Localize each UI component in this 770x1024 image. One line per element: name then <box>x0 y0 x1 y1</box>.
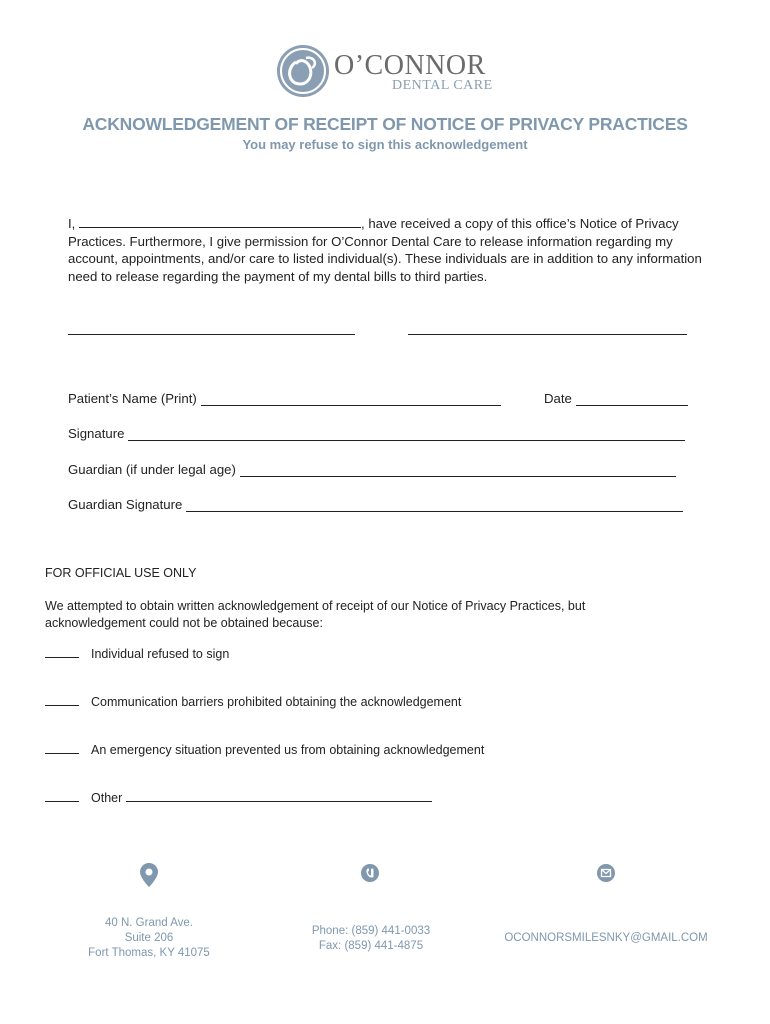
option-emergency-checkline[interactable] <box>45 753 79 754</box>
option-communication-label: Communication barriers prohibited obtaining the acknowledgement <box>91 695 462 709</box>
address-line-3: Fort Thomas, KY 41075 <box>88 947 210 959</box>
option-communication-checkline[interactable] <box>45 705 79 706</box>
option-other-label: Other <box>91 791 123 805</box>
phone-number: Phone: (859) 441-0033 <box>311 925 431 937</box>
logo-name: O’CONNOR <box>334 50 486 81</box>
official-use-text: We attempted to obtain written acknowledgement of receipt of our Notice of Privacy Practices, but acknowledgement could not be obtained because: <box>45 599 586 630</box>
guardian-label: Guardian (if under legal age) <box>68 462 236 477</box>
footer-email[interactable]: OCONNORSMILESNKY@GMAIL.COM <box>504 932 708 944</box>
logo-subtitle: DENTAL CARE <box>392 78 493 93</box>
acknowledgement-paragraph <box>68 215 708 285</box>
paragraph-text: , have received a copy of this office’s Notice of Privacy Practices. Furthermore, I give permission for O’Connor Dental Care to release information regarding my account, appointments, and/or care to listed individual(s). These individuals are in addition to any information need to release regarding the payment of my dental bills to third parties. <box>68 216 702 284</box>
email-icon <box>597 864 615 882</box>
official-use-heading: FOR OFFICIAL USE ONLY <box>45 566 197 580</box>
phone-icon <box>361 864 379 882</box>
guardian-signature-field[interactable] <box>186 499 683 512</box>
option-other <box>45 791 432 805</box>
option-communication <box>45 695 461 709</box>
signature-row <box>68 426 685 441</box>
location-pin-icon <box>140 863 158 887</box>
address-line-2: Suite 206 <box>124 932 174 944</box>
patient-name-row <box>68 391 501 406</box>
option-refused-label: Individual refused to sign <box>91 647 230 661</box>
paragraph-prefix: I, <box>68 216 76 231</box>
logo <box>276 44 506 104</box>
option-other-checkline[interactable] <box>45 801 79 802</box>
option-emergency <box>45 743 484 757</box>
guardian-signature-row <box>68 497 683 512</box>
signature-line-left[interactable] <box>68 334 355 335</box>
footer-phone <box>290 924 452 954</box>
document-title: ACKNOWLEDGEMENT OF RECEIPT OF NOTICE OF PRIVACY PRACTICES <box>82 114 688 134</box>
signature-label: Signature <box>68 426 125 441</box>
date-row <box>544 391 688 406</box>
signature-field[interactable] <box>128 428 685 441</box>
date-field[interactable] <box>576 393 688 406</box>
footer-address <box>69 916 229 961</box>
name-blank-field[interactable] <box>79 227 361 228</box>
guardian-field[interactable] <box>240 464 676 477</box>
option-refused <box>45 647 229 661</box>
option-refused-checkline[interactable] <box>45 657 79 658</box>
guardian-signature-label: Guardian Signature <box>68 497 183 512</box>
guardian-row <box>68 462 676 477</box>
document-subtitle: You may refuse to sign this acknowledgement <box>242 137 528 152</box>
address-line-1: 40 N. Grand Ave. <box>104 917 193 929</box>
date-label: Date <box>544 391 572 406</box>
fax-number: Fax: (859) 441-4875 <box>318 940 424 952</box>
option-emergency-label: An emergency situation prevented us from obtaining acknowledgement <box>91 743 485 757</box>
logo-emblem-icon <box>276 44 330 98</box>
patient-name-field[interactable] <box>201 393 501 406</box>
signature-line-right[interactable] <box>408 334 687 335</box>
option-other-field[interactable] <box>126 801 432 802</box>
patient-name-label: Patient’s Name (Print) <box>68 391 197 406</box>
